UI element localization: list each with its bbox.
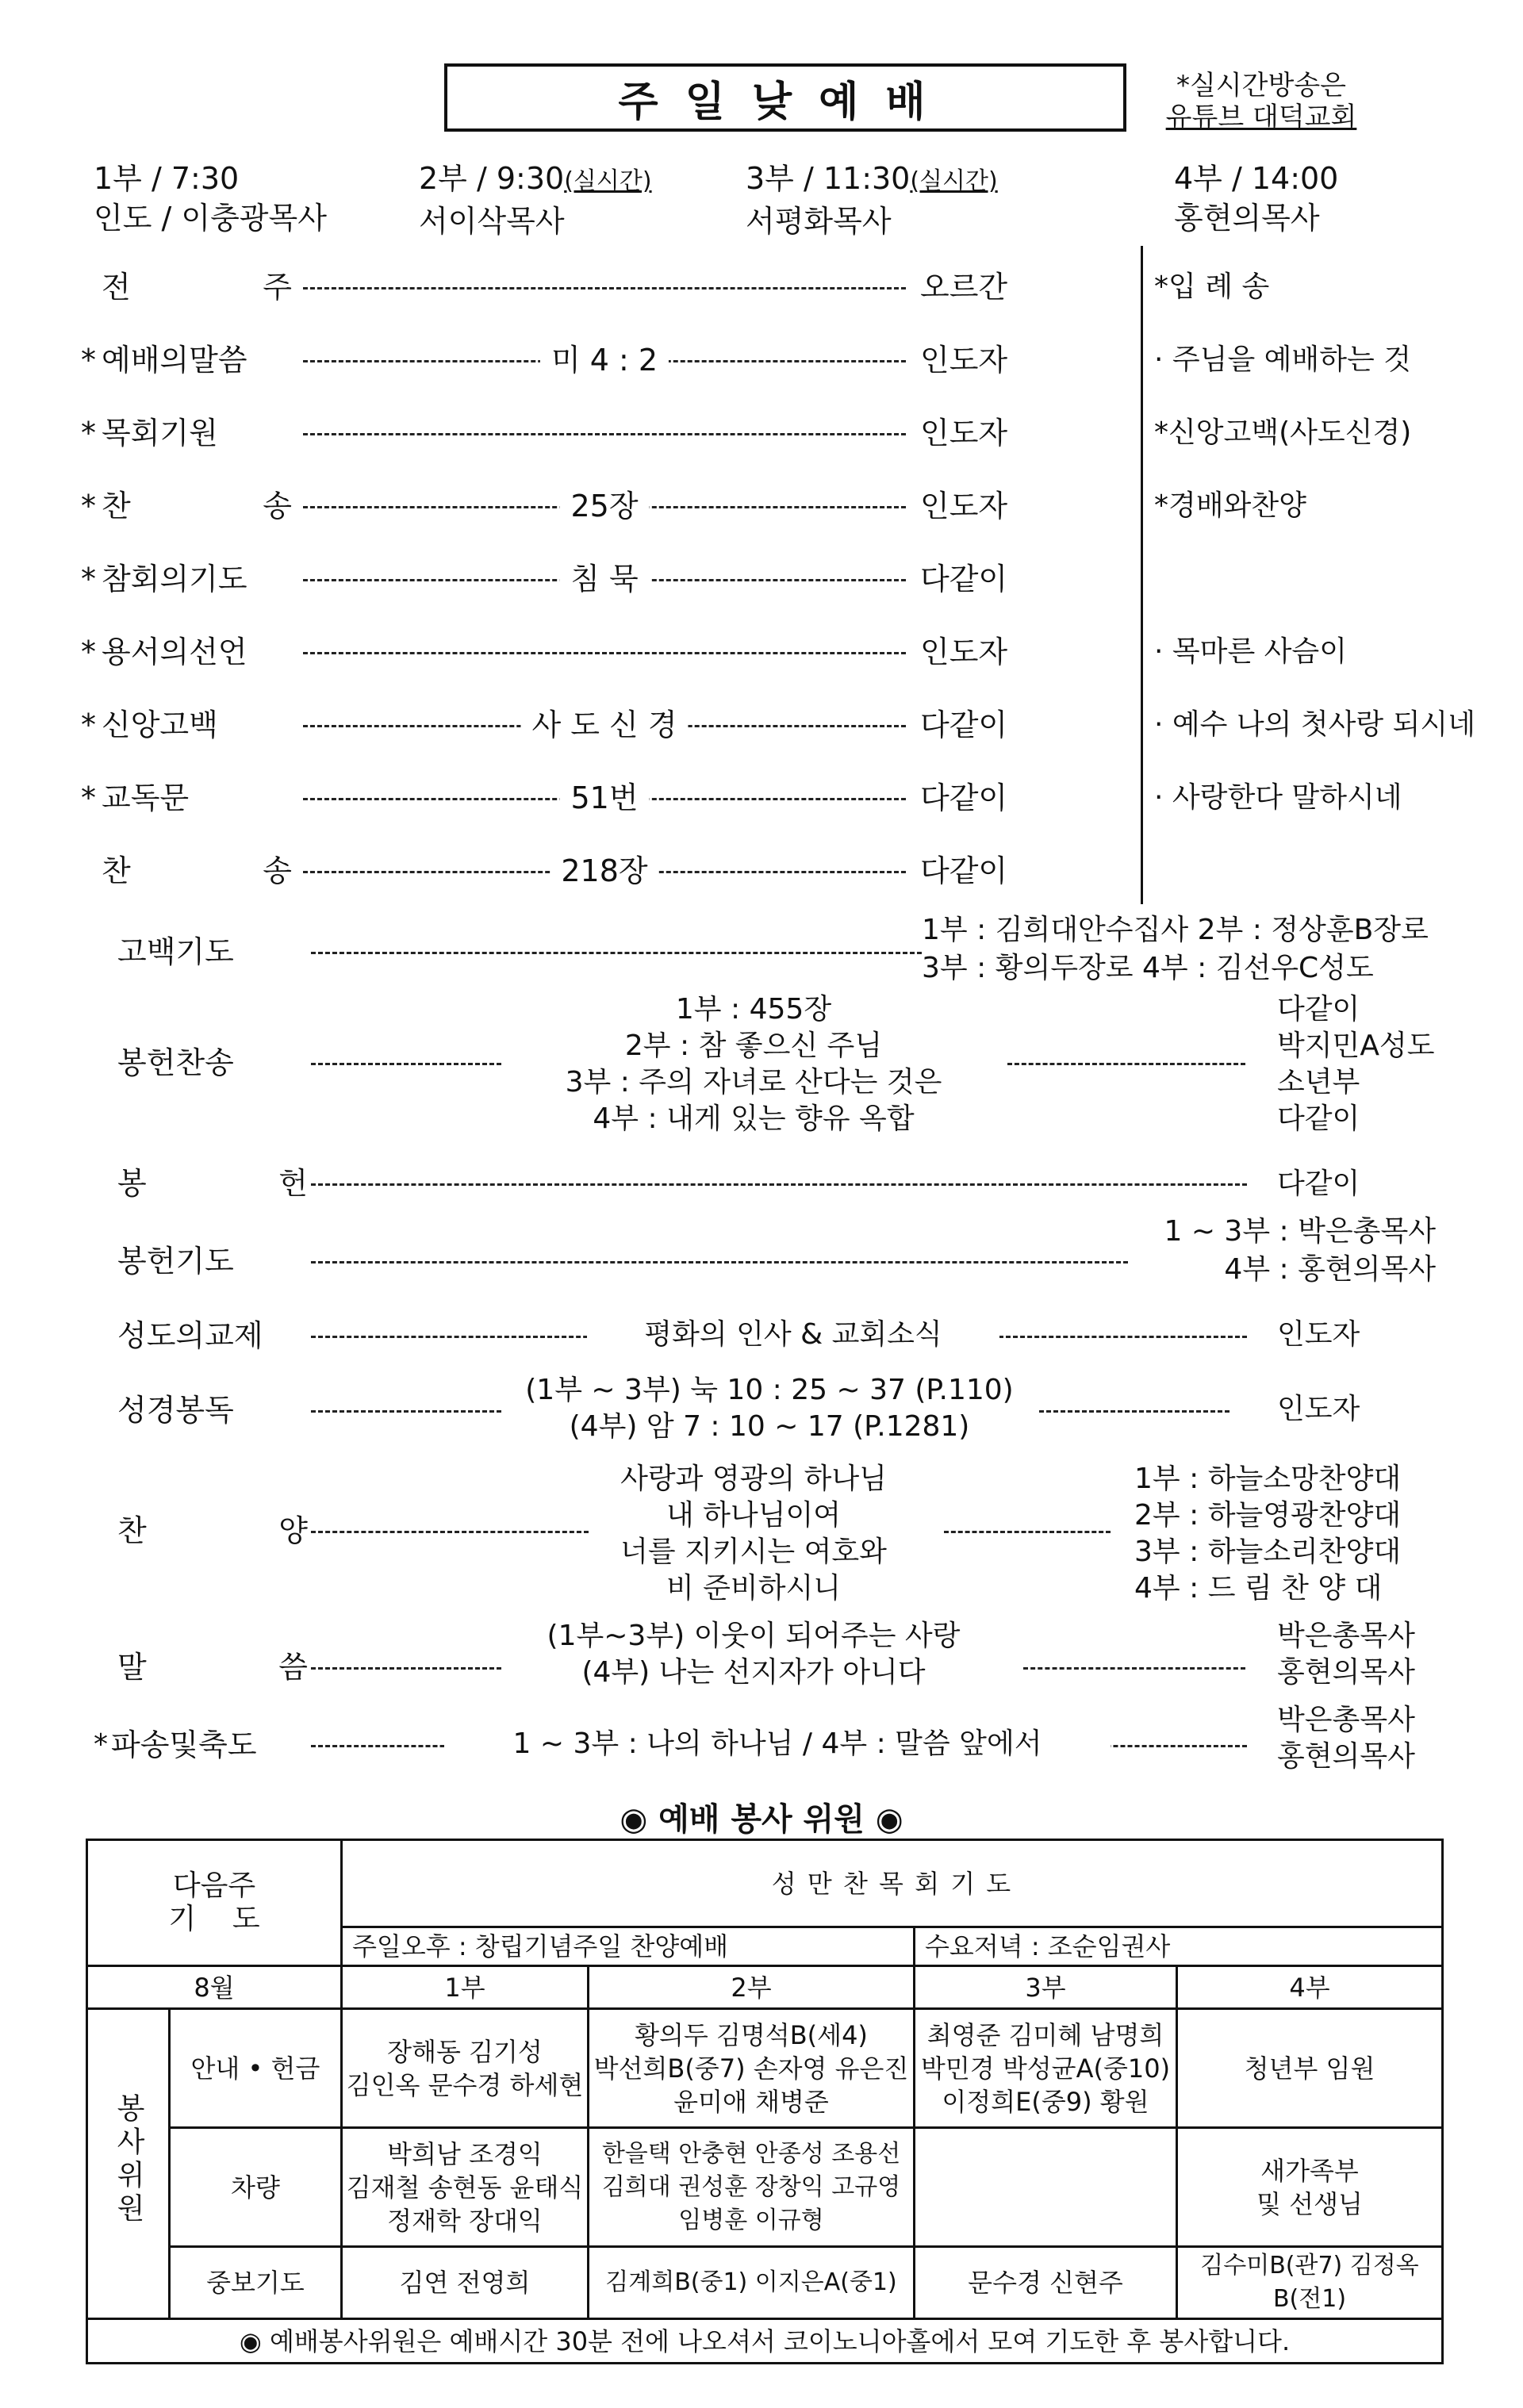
- anthem-choir: 4부 : 드 림 찬 양 대: [1134, 1572, 1383, 1605]
- live-badge: (실시간): [564, 167, 652, 195]
- col-header: 3부: [915, 1966, 1177, 2009]
- order-item-leader: 인도자: [920, 635, 1008, 669]
- order-item-leader: 다같이: [920, 707, 1008, 742]
- anthem-choir: 1부 : 하늘소망찬양대: [1134, 1463, 1402, 1495]
- committee-title: ◉ 예배 봉사 위원 ◉: [620, 1801, 903, 1838]
- confession-line: 1부 : 김희대안수집사 2부 : 정상훈B장로: [922, 914, 1429, 946]
- order-item-leader: 인도자: [920, 489, 1008, 523]
- committee-footnote: ◉ 예배봉사위원은 예배시간 30분 전에 나오셔서 코이노니아홀에서 모여 기도한 후 봉사합니다.: [87, 2319, 1443, 2364]
- required-star: *: [81, 635, 96, 669]
- offering-song-list: [508, 991, 999, 1137]
- order-item-detail: 25장: [559, 474, 649, 538]
- committee-side-label: [87, 2009, 170, 2319]
- benediction-who: 홍현의목사: [1277, 1740, 1415, 1773]
- fellowship-label: 성도의교제: [117, 1318, 263, 1353]
- leader-dots: [311, 1410, 501, 1413]
- committee-cell: 최영준 김미혜 남명희 박민경 박성균A(중10) 이정희E(중9) 황원: [915, 2009, 1177, 2128]
- sermon-titles: [508, 1618, 999, 1691]
- anthem-label: 찬 양: [117, 1513, 308, 1548]
- offering-song: 3부 : 주의 자녀로 산다는 것은: [565, 1066, 942, 1099]
- scripture-reading: (4부) 암 7 : 10 ~ 17 (P.1281): [569, 1410, 970, 1443]
- offering-song-who: 다같이: [1277, 1102, 1360, 1135]
- col-header: 1부: [342, 1966, 589, 2009]
- order-item-leader: 다같이: [920, 780, 1008, 815]
- leader-dots: [1039, 1410, 1230, 1413]
- order-row: [81, 693, 1134, 757]
- column-divider: [1141, 246, 1143, 904]
- leader-dots: [311, 1261, 1128, 1263]
- benediction-star: *: [94, 1728, 108, 1761]
- wednesday-evening-prayer: 수요저녁 : 조순임권사: [915, 1927, 1443, 1966]
- confession-line: 3부 : 황의두장로 4부 : 김선우C성도: [922, 952, 1374, 984]
- order-row: [81, 401, 1134, 465]
- order-item-label: 교독문: [102, 780, 190, 815]
- required-star: *: [81, 489, 96, 523]
- order-row: [81, 766, 1134, 830]
- leader-dots: [311, 1531, 589, 1533]
- live-note-line1: *실시간방송은: [1176, 70, 1347, 102]
- fellowship-middle: 평화의 인사 & 교회소식: [587, 1317, 999, 1353]
- order-item-leader: 오르간: [920, 270, 1008, 305]
- benediction-middle: 1 ~ 3부 : 나의 하나님 / 4부 : 말씀 앞에서: [444, 1726, 1111, 1762]
- committee-side-text: 봉사위원: [112, 2093, 145, 2226]
- order-item-label: 예배의말씀: [102, 343, 247, 378]
- offering-song: 2부 : 참 좋으신 주님: [624, 1030, 883, 1062]
- order-item-label: 신앙고백: [102, 707, 218, 742]
- service-time: 2부 / 9:30: [419, 161, 565, 196]
- order-item-label: 찬 송: [102, 853, 292, 888]
- leader-dots: [311, 1063, 501, 1065]
- committee-cell: [915, 2128, 1177, 2247]
- anthem-choir: 2부 : 하늘영광찬양대: [1134, 1499, 1402, 1532]
- live-broadcast-note: [1134, 70, 1388, 133]
- required-star: *: [81, 416, 96, 451]
- order-item-detail: 미 4 : 2: [540, 328, 669, 392]
- anthem-choir: 3부 : 하늘소리찬양대: [1134, 1536, 1402, 1568]
- required-star: *: [81, 562, 96, 596]
- offering-song-who: 소년부: [1277, 1066, 1360, 1099]
- scripture-label: 성경봉독: [117, 1393, 234, 1428]
- side-note: *입 례 송: [1154, 270, 1270, 303]
- confession-label: 고백기도: [117, 934, 234, 969]
- order-item-leader: 인도자: [920, 343, 1008, 378]
- leader-dots: [1023, 1667, 1245, 1670]
- leader-dots: [311, 1183, 1247, 1186]
- order-row: [81, 547, 1134, 611]
- sermon-preacher: 박은총목사: [1277, 1620, 1415, 1652]
- sermon-preacher: 홍현의목사: [1277, 1656, 1415, 1689]
- order-row: [81, 620, 1134, 684]
- anthem-titles: [587, 1461, 920, 1607]
- next-week-prayer-label: 다음주 기 도: [87, 1840, 342, 1966]
- sermon-label: 말 씀: [117, 1650, 308, 1685]
- committee-cell: 한을택 안충현 안종성 조용선 김희대 권성훈 장창익 고규영 임병훈 이규형: [589, 2128, 915, 2247]
- committee-cell: 김계희B(중1) 이지은A(중1): [589, 2247, 915, 2319]
- offering-prayer-label: 봉헌기도: [117, 1244, 234, 1279]
- scripture-who: 인도자: [1277, 1393, 1360, 1425]
- service-1: [94, 159, 327, 238]
- leader-dots: [303, 433, 906, 435]
- live-note-line2: 유튜브 대덕교회: [1165, 102, 1357, 133]
- offering-song-label: 봉헌찬송: [117, 1045, 234, 1080]
- order-item-detail: 51번: [559, 766, 649, 830]
- order-item-detail: 사 도 신 경: [520, 693, 688, 757]
- service-4: [1174, 159, 1338, 238]
- side-note: · 주님을 예배하는 것: [1154, 343, 1411, 376]
- sunday-afternoon-service: 주일오후 : 창립기념주일 찬양예배: [342, 1927, 915, 1966]
- order-row: [81, 474, 1134, 538]
- committee-cell: 장해동 김기성 김인옥 문수경 하세현: [342, 2009, 589, 2128]
- offering-song-who: 박지민A성도: [1277, 1030, 1435, 1062]
- service-3: [746, 159, 998, 241]
- service-leader: 인도 / 이충광목사: [94, 201, 327, 236]
- leader-dots: [303, 652, 906, 654]
- sermon-title: (4부) 나는 선지자가 아니다: [581, 1656, 926, 1689]
- offering-song: 4부 : 내게 있는 향유 옥합: [593, 1102, 915, 1135]
- anthem-title: 비 준비하시니: [666, 1572, 842, 1605]
- sermon-title: (1부~3부) 이웃이 되어주는 사랑: [547, 1620, 961, 1652]
- anthem-title: 내 하나님이여: [666, 1499, 842, 1532]
- service-2: [419, 159, 652, 241]
- order-item-label: 참회의기도: [102, 562, 247, 596]
- page-title: 주일낮예배: [444, 63, 1126, 132]
- leader-dots: [311, 952, 922, 954]
- required-star: *: [81, 343, 96, 378]
- order-item-label: 용서의선언: [102, 635, 247, 669]
- order-item-leader: 인도자: [920, 416, 1008, 451]
- leader-dots: [944, 1531, 1111, 1533]
- offering-prayer-line: 1 ~ 3부 : 박은총목사: [1164, 1215, 1436, 1248]
- fellowship-who: 인도자: [1277, 1318, 1360, 1351]
- committee-cell: 새가족부 및 선생님: [1177, 2128, 1443, 2247]
- committee-cell: 청년부 임원: [1177, 2009, 1443, 2128]
- service-time: 1부 / 7:30: [94, 161, 240, 196]
- side-note: · 예수 나의 첫사랑 되시네: [1154, 708, 1475, 741]
- side-note: *신앙고백(사도신경): [1154, 416, 1412, 449]
- offering-who: 다같이: [1277, 1168, 1360, 1200]
- leader-dots: [311, 1667, 501, 1670]
- communion-prayer-title: 성 만 찬 목 회 기 도: [342, 1840, 1443, 1927]
- service-leader: 홍현의목사: [1174, 201, 1320, 236]
- scripture-readings: [508, 1372, 1031, 1445]
- committee-cell: 박희남 조경익 김재철 송현동 윤태식 정재학 장대익: [342, 2128, 589, 2247]
- col-header: 4부: [1177, 1966, 1443, 2009]
- live-badge: (실시간): [910, 167, 998, 195]
- required-star: *: [81, 780, 96, 815]
- order-item-leader: 다같이: [920, 562, 1008, 596]
- offering-label: 봉 헌: [117, 1166, 308, 1201]
- order-row: [87, 255, 1134, 319]
- order-row: [87, 839, 1134, 903]
- anthem-title: 너를 지키시는 여호와: [620, 1536, 887, 1568]
- required-star: *: [81, 707, 96, 742]
- committee-cell: 김연 전영희: [342, 2247, 589, 2319]
- row-label: 중보기도: [169, 2247, 341, 2319]
- committee-cell: 황의두 김명석B(세4) 박선희B(중7) 손자영 유은진 윤미애 채병준: [589, 2009, 915, 2128]
- row-label: 안내 • 헌금: [169, 2009, 341, 2128]
- anthem-title: 사랑과 영광의 하나님: [620, 1463, 887, 1495]
- row-label: 차량: [169, 2128, 341, 2247]
- order-row: [81, 328, 1134, 392]
- side-note: · 목마른 사슴이: [1154, 635, 1347, 668]
- leader-dots: [1007, 1063, 1245, 1065]
- committee-cell: 문수경 신현주: [915, 2247, 1177, 2319]
- offering-prayer-line: 4부 : 홍현의목사: [1224, 1253, 1436, 1286]
- side-note: · 사랑한다 말하시네: [1154, 781, 1402, 814]
- committee-cell: 김수미B(관7) 김정옥B(전1): [1177, 2247, 1443, 2319]
- service-leader: 서이삭목사: [419, 204, 565, 239]
- committee-table: [86, 1839, 1444, 2364]
- side-note: *경배와찬양: [1154, 489, 1306, 522]
- scripture-reading: (1부 ~ 3부) 눅 10 : 25 ~ 37 (P.110): [525, 1374, 1014, 1406]
- col-header: 2부: [589, 1966, 915, 2009]
- benediction-label: 파송및축도: [111, 1727, 257, 1762]
- order-item-detail: 218장: [550, 839, 658, 903]
- order-item-leader: 다같이: [920, 853, 1008, 888]
- order-item-label: 전 주: [102, 270, 292, 305]
- service-leader: 서평화목사: [746, 204, 892, 239]
- offering-song-who: 다같이: [1277, 993, 1360, 1026]
- service-time: 3부 / 11:30: [746, 161, 911, 196]
- order-item-label: 찬 송: [102, 489, 292, 523]
- offering-song: 1부 : 455장: [675, 993, 832, 1026]
- order-item-label: 목회기원: [102, 416, 218, 451]
- leader-dots: [303, 287, 906, 289]
- month-label: 8월: [87, 1966, 342, 2009]
- benediction-who: 박은총목사: [1277, 1704, 1415, 1736]
- service-time: 4부 / 14:00: [1174, 161, 1339, 196]
- order-item-detail: 침 묵: [559, 547, 650, 611]
